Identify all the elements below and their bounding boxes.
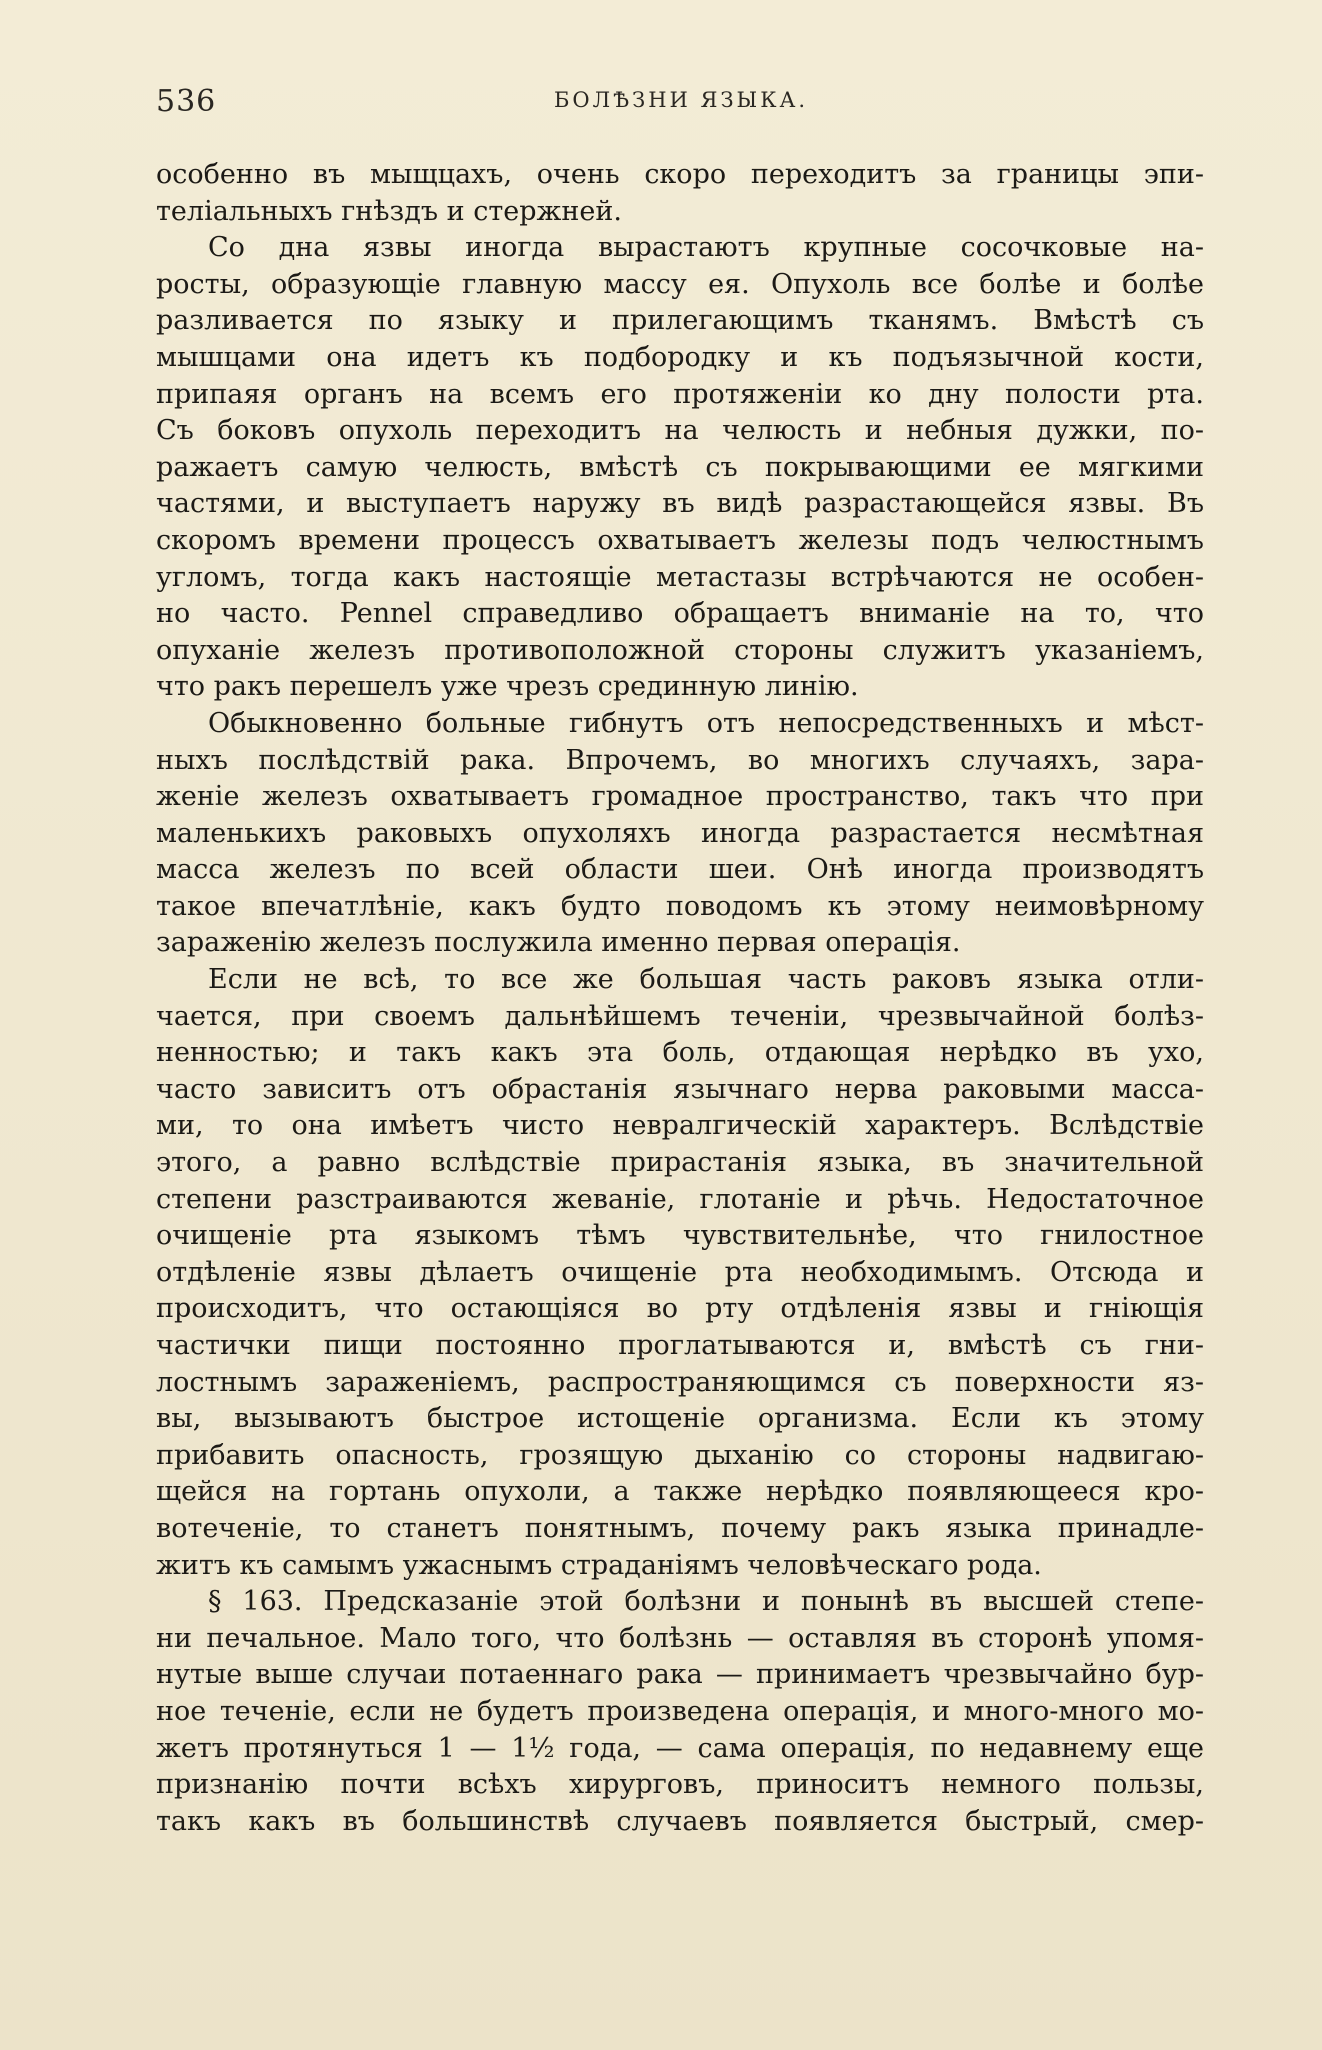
text-line: частички пищи постоянно проглатываются и, вмѣстѣ съ гни- (156, 1330, 1204, 1361)
body-text (156, 157, 1204, 1840)
text-line: Обыкновенно больные гибнутъ отъ непосредственныхъ и мѣст- (208, 707, 1204, 739)
text-line: ми, то она имѣетъ чисто невралгическій характеръ. Вслѣдствіе (156, 1110, 1204, 1142)
text-line: такое впечатлѣніе, какъ будто поводомъ къ этому неимовѣрному (156, 890, 1204, 922)
text-line: очищеніе рта языкомъ тѣмъ чувствительнѣе, что гнилостное (156, 1220, 1204, 1252)
text-line: нутые выше случаи потаеннаго рака — принимаетъ чрезвычайно бур- (156, 1659, 1204, 1691)
page-number: 536 (156, 84, 217, 119)
text-line: ное теченіе, если не будетъ произведена операція, и много-много мо- (156, 1695, 1204, 1727)
text-line: часто зависитъ отъ обрастанія язычнаго нерва раковыми масса- (156, 1073, 1204, 1105)
text-line: жетъ протянуться 1 — 1½ года, — сама операція, по недавнему еще (156, 1732, 1204, 1764)
text-line: припаяя органъ на всемъ его протяженіи ко дну полости рта. (156, 378, 1204, 410)
text-line: этого, а равно вслѣдствіе прирастанія языка, въ значительной (156, 1147, 1204, 1179)
text-line: угломъ, тогда какъ настоящіе метастазы встрѣчаются не особен- (156, 561, 1204, 593)
text-line: женіе железъ охватываетъ громадное пространство, такъ что при (156, 781, 1204, 813)
text-line: щейся на гортань опухоли, а также нерѣдко появляющееся кро- (156, 1476, 1204, 1508)
text-line: маленькихъ раковыхъ опухоляхъ иногда разрастается несмѣтная (156, 817, 1204, 849)
text-line: ненностью; и такъ какъ эта боль, отдающая нерѣдко въ ухо, (156, 1037, 1204, 1069)
text-line: но часто. Pennel справедливо обращаетъ вниманіе на то, что (156, 598, 1204, 630)
text-line: зараженію железъ послужила именно первая операція. (156, 927, 961, 959)
text-line: § 163. Предсказаніе этой болѣзни и понынѣ въ высшей степе- (208, 1586, 1204, 1618)
text-line: признанію почти всѣхъ хирурговъ, приноситъ немного пользы, (156, 1769, 1204, 1801)
text-line: Съ боковъ опухоль переходитъ на челюсть и небныя дужки, по- (156, 415, 1204, 447)
text-line: происходитъ, что остающіяся во рту отдѣленія язвы и гніющія (156, 1293, 1204, 1325)
text-line: ныхъ послѣдствій рака. Впрочемъ, во многихъ случаяхъ, зара- (156, 744, 1204, 776)
text-line: скоромъ времени процессъ охватываетъ железы подъ челюстнымъ (156, 524, 1204, 556)
running-title: БОЛѢЗНИ ЯЗЫКА. (553, 88, 809, 112)
text-line: частями, и выступаетъ наружу въ видѣ разрастающейся язвы. Въ (156, 488, 1204, 520)
text-line: теліальныхъ гнѣздъ и стержней. (156, 195, 622, 227)
text-line: вотеченіе, то станетъ понятнымъ, почему ракъ языка принадле- (156, 1512, 1204, 1544)
running-head (156, 84, 1206, 124)
text-line: масса железъ по всей области шеи. Онѣ иногда производятъ (156, 854, 1204, 886)
text-line: чается, при своемъ дальнѣйшемъ теченіи, чрезвычайной болѣз- (156, 1000, 1204, 1032)
text-line: отдѣленіе язвы дѣлаетъ очищеніе рта необходимымъ. Отсюда и (156, 1256, 1204, 1288)
text-line: что ракъ перешелъ уже чрезъ срединную линію. (156, 671, 859, 703)
text-line: вы, вызываютъ быстрое истощеніе организма. Если къ этому (156, 1403, 1204, 1435)
text-line: разливается по языку и прилегающимъ тканямъ. Вмѣстѣ съ (156, 305, 1204, 337)
text-line: житъ къ самымъ ужаснымъ страданіямъ человѣческаго рода. (156, 1549, 1042, 1581)
text-line: Если не всѣ, то все же большая часть раковъ языка отли- (208, 964, 1204, 996)
text-line: особенно въ мыщцахъ, очень скоро переходитъ за границы эпи- (156, 159, 1204, 190)
text-line: ражаетъ самую челюсть, вмѣстѣ съ покрывающими ее мягкими (156, 451, 1204, 483)
text-line: прибавить опасность, грозящую дыханію со стороны надвигаю- (156, 1439, 1204, 1471)
text-line: ни печальное. Мало того, что болѣзнь — оставляя въ сторонѣ упомя- (156, 1622, 1204, 1654)
text-line: лостнымъ зараженіемъ, распространяющимся съ поверхности яз- (156, 1366, 1204, 1398)
text-line: росты, образующіе главную массу ея. Опухоль все болѣе и болѣе (156, 268, 1204, 300)
text-line: опуханіе железъ противоположной стороны служитъ указаніемъ, (156, 634, 1204, 666)
text-line: Со дна язвы иногда вырастаютъ крупные сосочковые на- (208, 232, 1204, 264)
text-line: мышцами она идетъ къ подбородку и къ подъязычной кости, (156, 341, 1204, 373)
text-line: такъ какъ въ большинствѣ случаевъ появляется быстрый, смер- (156, 1805, 1204, 1837)
text-line: степени разстраиваются жеваніе, глотаніе и рѣчь. Недостаточное (156, 1183, 1204, 1215)
